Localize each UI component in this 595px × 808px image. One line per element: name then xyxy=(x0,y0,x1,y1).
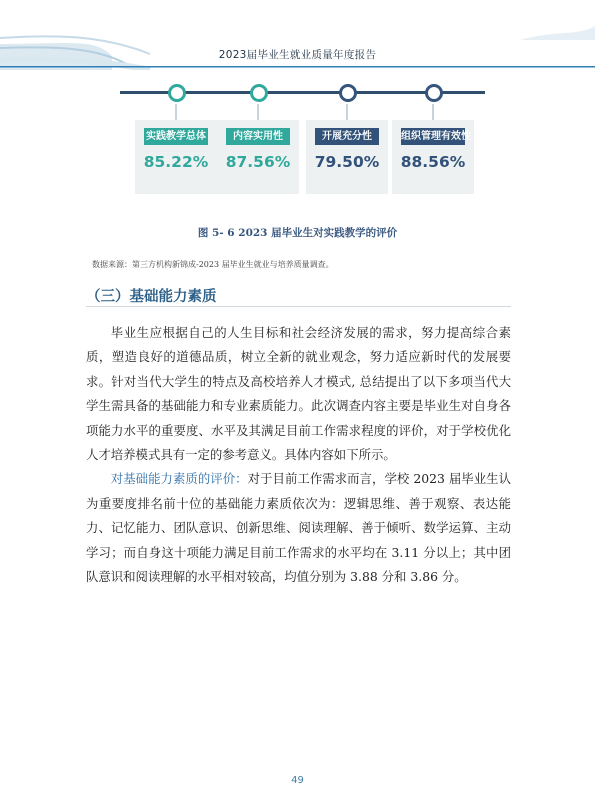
figure-caption: 图 5- 6 2023 届毕业生对实践教学的评价 xyxy=(197,227,398,239)
metric-label: 实践教学总体 xyxy=(144,128,208,145)
metric-value: 87.56% xyxy=(225,153,291,171)
metric-card-overall xyxy=(135,120,217,194)
metric-label: 组织管理有效性 xyxy=(401,128,465,145)
metric-card-practicality xyxy=(217,120,299,194)
metric-value: 85.22% xyxy=(143,153,209,171)
data-source-note: 数据来源：第三方机构新锦成-2023 届毕业生就业与培养质量调查。 xyxy=(92,260,334,269)
timeline-node xyxy=(339,84,357,102)
paragraph xyxy=(86,467,511,589)
metric-value: 79.50% xyxy=(314,153,380,171)
page-number: 49 xyxy=(291,775,304,786)
metric-value: 88.56% xyxy=(400,153,466,171)
section-heading: （三）基础能力素质 xyxy=(86,289,217,305)
timeline-node xyxy=(168,84,186,102)
timeline-connector xyxy=(257,104,259,120)
timeline-connector xyxy=(346,104,348,120)
report-header-title: 2023届毕业生就业质量年度报告 xyxy=(218,49,377,61)
highlight-lead: 对基础能力素质的评价： xyxy=(110,471,248,487)
metric-card-management xyxy=(392,120,474,194)
metric-label: 开展充分性 xyxy=(315,128,379,145)
paragraph: 毕业生应根据自己的人生目标和社会经济发展的需求，努力提高综合素质，塑造良好的道德品质，树立全新的就业观念，努力适应新时代的发展要求。针对当代大学生的特点及高校培养人才模式, 总结提出了以下多项当代大学生需具备的基础能力和专业素质能力。此次调查内容主要是毕业生对自身各项能力水平的重要度、水平及其满足目前工作需求程度的评价，对于学校优化人才培养模式具有一定的参考意义。具体内容如下所示。 xyxy=(86,325,511,463)
timeline-connector xyxy=(175,104,177,120)
metric-label: 内容实用性 xyxy=(226,128,290,145)
body-text xyxy=(86,321,511,589)
timeline-connector xyxy=(432,104,434,120)
timeline-node xyxy=(425,84,443,102)
section-divider xyxy=(86,306,511,307)
metric-card-sufficiency xyxy=(306,120,388,194)
paragraph-rest: 对于目前工作需求而言，学校 2023 届毕业生认为重要度排名前十位的基础能力素质依次为：逻辑思维、善于观察、表达能力、记忆能力、团队意识、创新思维、阅读理解、善于倾听、数学运算、主动学习；而自身这十项能力满足目前工作需求的水平均在 3.11 分以上；其中团队意识和阅读理解的水平相对较高，均值分别为 3.88 分和 3.86 分。 xyxy=(86,471,512,585)
timeline-node xyxy=(250,84,268,102)
